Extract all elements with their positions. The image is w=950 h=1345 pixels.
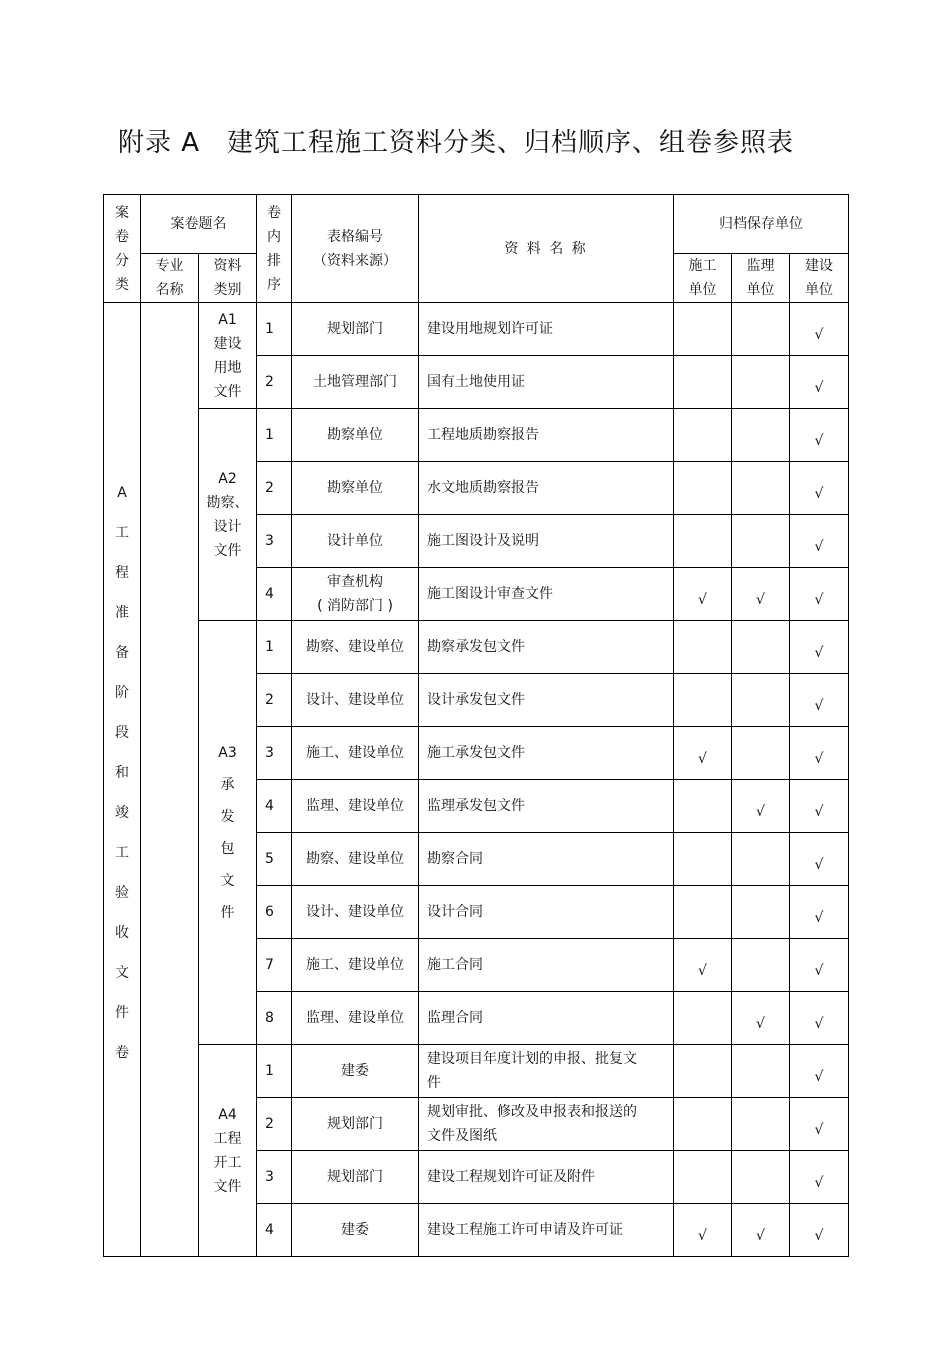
supervision-check xyxy=(732,356,790,409)
category-label: A3 承 发 包 文 件 xyxy=(199,621,257,1045)
source-cell: 规划部门 xyxy=(292,1098,419,1151)
doc-name-cell: 设计承发包文件 xyxy=(419,674,674,727)
table-row xyxy=(104,303,849,356)
seq-cell: 4 xyxy=(257,1204,292,1257)
construction-check xyxy=(674,621,732,674)
source-cell: 审查机构 ( 消防部门 ) xyxy=(292,568,419,621)
source-cell: 土地管理部门 xyxy=(292,356,419,409)
header-owner-unit: 建设单位 xyxy=(790,254,849,303)
construction-check xyxy=(674,780,732,833)
source-cell: 勘察单位 xyxy=(292,409,419,462)
seq-cell: 6 xyxy=(257,886,292,939)
supervision-check xyxy=(732,1045,790,1098)
construction-check xyxy=(674,674,732,727)
supervision-check xyxy=(732,833,790,886)
owner-check: √ xyxy=(790,992,849,1045)
seq-cell: 5 xyxy=(257,833,292,886)
header-seq: 卷内排序 xyxy=(257,195,292,303)
header-category: 资料类别 xyxy=(199,254,257,303)
source-cell: 建委 xyxy=(292,1045,419,1098)
owner-check: √ xyxy=(790,303,849,356)
owner-check: √ xyxy=(790,886,849,939)
construction-check xyxy=(674,356,732,409)
seq-cell: 2 xyxy=(257,462,292,515)
source-cell: 勘察、建设单位 xyxy=(292,621,419,674)
owner-check: √ xyxy=(790,515,849,568)
owner-check: √ xyxy=(790,356,849,409)
seq-cell: 4 xyxy=(257,780,292,833)
category-label: A2 勘察、 设计 文件 xyxy=(199,409,257,621)
supervision-check xyxy=(732,886,790,939)
doc-name-cell: 设计合同 xyxy=(419,886,674,939)
construction-check: √ xyxy=(674,727,732,780)
doc-name-cell: 勘察合同 xyxy=(419,833,674,886)
header-supervision-unit: 监理单位 xyxy=(732,254,790,303)
table-row xyxy=(104,1045,849,1098)
supervision-check: √ xyxy=(732,1204,790,1257)
owner-check: √ xyxy=(790,1045,849,1098)
seq-cell: 3 xyxy=(257,1151,292,1204)
source-cell: 规划部门 xyxy=(292,1151,419,1204)
owner-check: √ xyxy=(790,409,849,462)
seq-cell: 2 xyxy=(257,356,292,409)
header-case-class: 案卷分类 xyxy=(104,195,141,303)
doc-name-cell: 施工合同 xyxy=(419,939,674,992)
header-major: 专业名称 xyxy=(141,254,199,303)
seq-cell: 8 xyxy=(257,992,292,1045)
archive-reference-table xyxy=(103,194,849,1257)
source-cell: 规划部门 xyxy=(292,303,419,356)
doc-name-cell: 建设项目年度计划的申报、批复文 件 xyxy=(419,1045,674,1098)
doc-name-cell: 建设工程施工许可申请及许可证 xyxy=(419,1204,674,1257)
header-doc-name: 资 料 名 称 xyxy=(419,195,674,303)
owner-check: √ xyxy=(790,621,849,674)
source-cell: 施工、建设单位 xyxy=(292,727,419,780)
construction-check xyxy=(674,409,732,462)
doc-name-cell: 施工图设计审查文件 xyxy=(419,568,674,621)
page-title: 附录 A 建筑工程施工资料分类、归档顺序、组卷参照表 xyxy=(118,128,795,158)
doc-name-cell: 水文地质勘察报告 xyxy=(419,462,674,515)
seq-cell: 2 xyxy=(257,674,292,727)
construction-check xyxy=(674,515,732,568)
owner-check: √ xyxy=(790,674,849,727)
supervision-check: √ xyxy=(732,780,790,833)
seq-cell: 3 xyxy=(257,515,292,568)
supervision-check xyxy=(732,462,790,515)
construction-check xyxy=(674,462,732,515)
header-construction-unit: 施工单位 xyxy=(674,254,732,303)
source-cell: 设计、建设单位 xyxy=(292,886,419,939)
source-cell: 勘察单位 xyxy=(292,462,419,515)
construction-check xyxy=(674,303,732,356)
source-cell: 设计、建设单位 xyxy=(292,674,419,727)
supervision-check xyxy=(732,515,790,568)
construction-check: √ xyxy=(674,568,732,621)
source-cell: 施工、建设单位 xyxy=(292,939,419,992)
owner-check: √ xyxy=(790,462,849,515)
owner-check: √ xyxy=(790,568,849,621)
volume-label: A 工 程 准 备 阶 段 和 竣 工 验 收 文 件 卷 xyxy=(104,303,141,1257)
source-cell: 建委 xyxy=(292,1204,419,1257)
supervision-check xyxy=(732,1151,790,1204)
source-cell: 监理、建设单位 xyxy=(292,780,419,833)
doc-name-cell: 工程地质勘察报告 xyxy=(419,409,674,462)
doc-name-cell: 监理承发包文件 xyxy=(419,780,674,833)
doc-name-cell: 国有土地使用证 xyxy=(419,356,674,409)
doc-name-cell: 施工承发包文件 xyxy=(419,727,674,780)
supervision-check xyxy=(732,939,790,992)
seq-cell: 3 xyxy=(257,727,292,780)
header-form-no: 表格编号 （资料来源） xyxy=(292,195,419,303)
source-cell: 监理、建设单位 xyxy=(292,992,419,1045)
supervision-check: √ xyxy=(732,568,790,621)
doc-name-cell: 建设工程规划许可证及附件 xyxy=(419,1151,674,1204)
supervision-check xyxy=(732,621,790,674)
supervision-check xyxy=(732,727,790,780)
header-case-title: 案卷题名 xyxy=(141,195,257,254)
supervision-check xyxy=(732,303,790,356)
owner-check: √ xyxy=(790,1204,849,1257)
construction-check xyxy=(674,1045,732,1098)
construction-check: √ xyxy=(674,1204,732,1257)
category-label: A1 建设 用地 文件 xyxy=(199,303,257,409)
owner-check: √ xyxy=(790,727,849,780)
owner-check: √ xyxy=(790,780,849,833)
owner-check: √ xyxy=(790,1151,849,1204)
doc-name-cell: 监理合同 xyxy=(419,992,674,1045)
seq-cell: 1 xyxy=(257,621,292,674)
seq-cell: 4 xyxy=(257,568,292,621)
table-row xyxy=(104,621,849,674)
owner-check: √ xyxy=(790,939,849,992)
seq-cell: 7 xyxy=(257,939,292,992)
owner-check: √ xyxy=(790,833,849,886)
source-cell: 勘察、建设单位 xyxy=(292,833,419,886)
owner-check: √ xyxy=(790,1098,849,1151)
seq-cell: 1 xyxy=(257,409,292,462)
seq-cell: 1 xyxy=(257,303,292,356)
table-row xyxy=(104,409,849,462)
supervision-check xyxy=(732,409,790,462)
supervision-check: √ xyxy=(732,992,790,1045)
doc-name-cell: 建设用地规划许可证 xyxy=(419,303,674,356)
construction-check xyxy=(674,886,732,939)
construction-check: √ xyxy=(674,939,732,992)
supervision-check xyxy=(732,1098,790,1151)
category-label: A4 工程 开工 文件 xyxy=(199,1045,257,1257)
seq-cell: 1 xyxy=(257,1045,292,1098)
doc-name-cell: 施工图设计及说明 xyxy=(419,515,674,568)
doc-name-cell: 规划审批、修改及申报表和报送的 文件及图纸 xyxy=(419,1098,674,1151)
construction-check xyxy=(674,1151,732,1204)
major-name-cell xyxy=(141,303,199,1257)
construction-check xyxy=(674,833,732,886)
construction-check xyxy=(674,992,732,1045)
seq-cell: 2 xyxy=(257,1098,292,1151)
header-archive-unit: 归档保存单位 xyxy=(674,195,849,254)
supervision-check xyxy=(732,674,790,727)
construction-check xyxy=(674,1098,732,1151)
doc-name-cell: 勘察承发包文件 xyxy=(419,621,674,674)
source-cell: 设计单位 xyxy=(292,515,419,568)
